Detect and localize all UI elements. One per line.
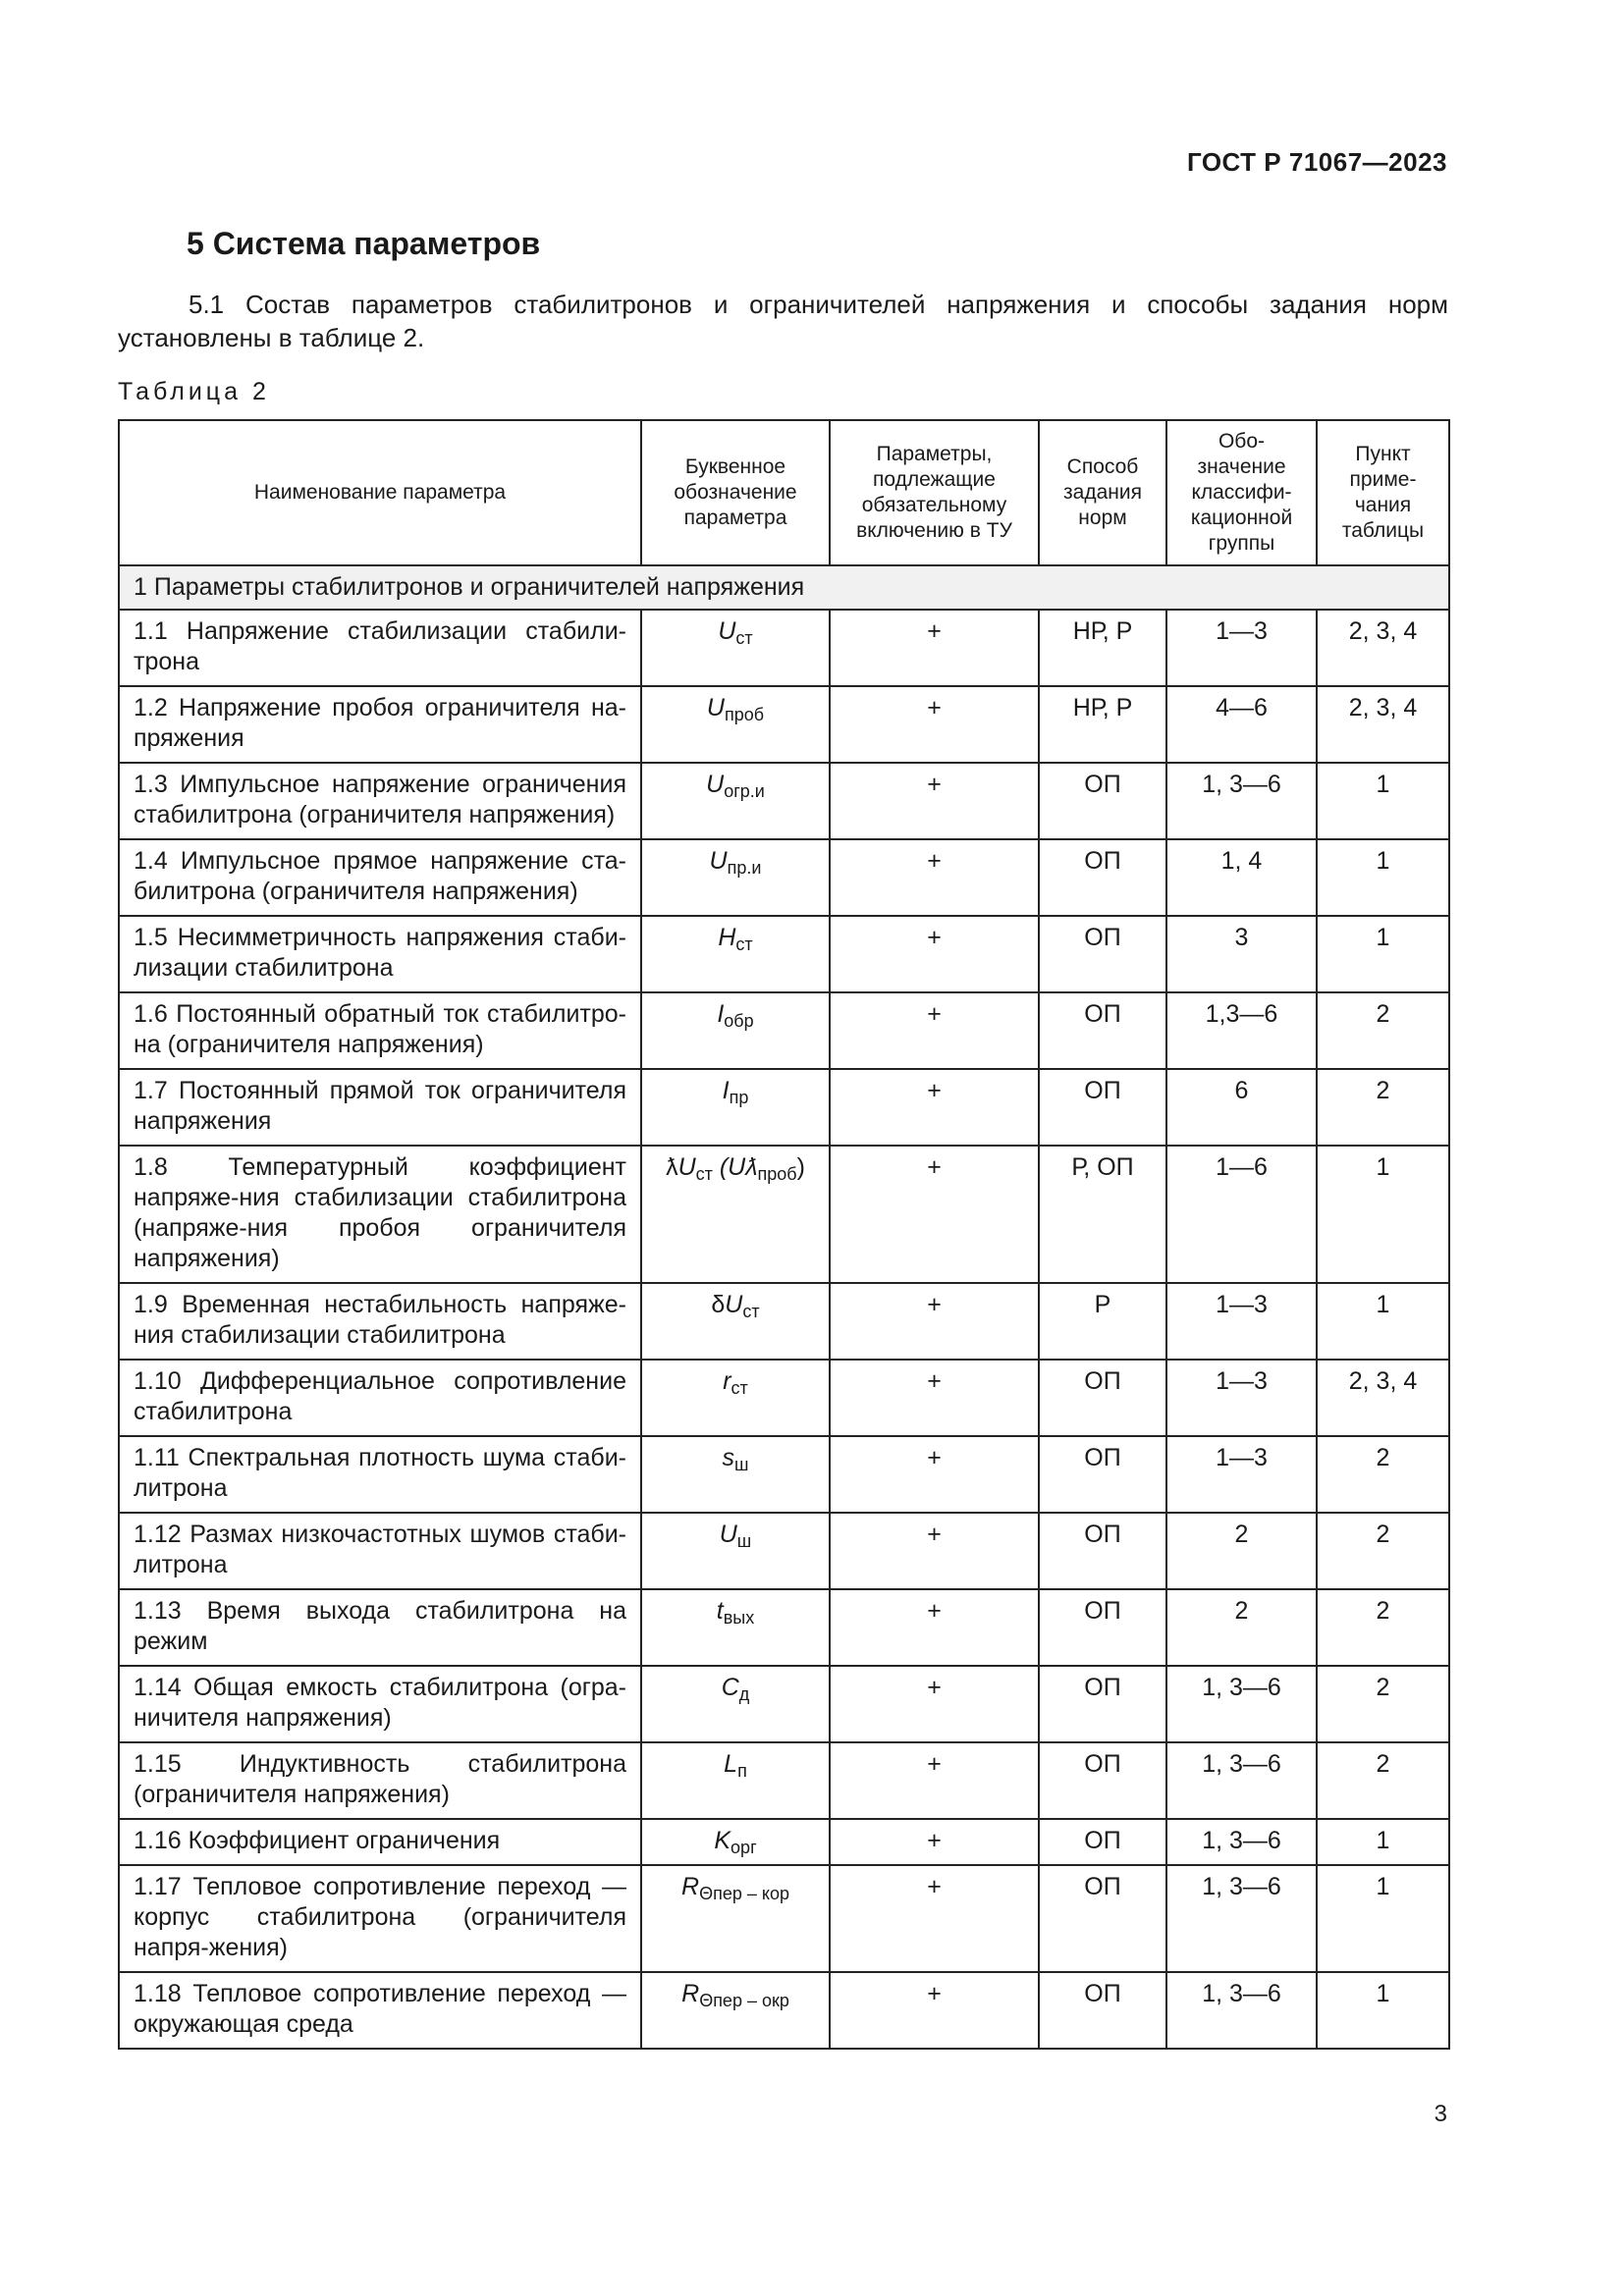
param-symbol (641, 992, 830, 1069)
norm-method: ОП (1039, 1819, 1166, 1865)
required-mark: + (830, 992, 1039, 1069)
param-name: 1.15 Индуктивность стабилитрона (ограничителя напряжения) (119, 1742, 641, 1819)
table-row (119, 1146, 1449, 1283)
note-ref: 2, 3, 4 (1317, 686, 1449, 763)
param-name: 1.13 Время выхода стабилитрона на режим (119, 1589, 641, 1666)
param-symbol (641, 686, 830, 763)
standard-code: ГОСТ Р 71067—2023 (1186, 147, 1447, 177)
param-symbol (641, 1742, 830, 1819)
norm-method: ОП (1039, 1589, 1166, 1666)
symbol-part: t (716, 1597, 724, 1625)
note-ref: 2, 3, 4 (1317, 1360, 1449, 1436)
param-name: 1.1 Напряжение стабилизации стабили-трона (119, 610, 641, 686)
note-ref: 2 (1317, 1436, 1449, 1513)
table-row (119, 1360, 1449, 1436)
table-row (119, 610, 1449, 686)
intro-paragraph: 5.1 Состав параметров стабилитронов и ограничителей напряжения и способы задания норм установлены в таблице 2. (118, 290, 1448, 352)
param-symbol (641, 1972, 830, 2049)
param-name: 1.17 Тепловое сопротивление переход — корпус стабилитрона (ограничителя напря-жения) (119, 1865, 641, 1972)
param-symbol (641, 1360, 830, 1436)
required-mark: + (830, 1069, 1039, 1146)
symbol-subscript: проб (724, 705, 765, 724)
required-mark: + (830, 1972, 1039, 2049)
header-method: Способ задания норм (1039, 420, 1166, 565)
table-row (119, 992, 1449, 1069)
param-name: 1.8 Температурный коэффициент напряже-ния стабилизации стабилитрона (напряже-ния пробоя ограничителя напряжения) (119, 1146, 641, 1283)
norm-method: НР, Р (1039, 686, 1166, 763)
note-ref: 1 (1317, 763, 1449, 839)
required-mark: + (830, 1666, 1039, 1742)
table-row (119, 1819, 1449, 1865)
param-symbol (641, 1666, 830, 1742)
table-row (119, 763, 1449, 839)
required-mark: + (830, 1146, 1039, 1283)
note-ref: 1 (1317, 1819, 1449, 1865)
norm-method: ОП (1039, 1360, 1166, 1436)
symbol-part: U (718, 617, 736, 645)
param-symbol (641, 1589, 830, 1666)
param-symbol (641, 916, 830, 992)
symbol-subscript: орг (731, 1838, 757, 1857)
header-symbol: Буквенное обозначение параметра (641, 420, 830, 565)
symbol-subscript: Θпер – окр (699, 1991, 789, 2010)
symbol-subscript: ст (742, 1302, 760, 1321)
symbol-subscript: п (737, 1761, 747, 1781)
norm-method: ОП (1039, 1513, 1166, 1589)
norm-method: ОП (1039, 1069, 1166, 1146)
symbol-part: U (677, 1153, 696, 1181)
parameters-table (118, 419, 1450, 2050)
norm-method: НР, Р (1039, 610, 1166, 686)
class-group: 1—3 (1166, 1283, 1317, 1360)
symbol-subscript: ш (736, 1531, 752, 1551)
class-group: 1, 3—6 (1166, 1666, 1317, 1742)
table-row (119, 1069, 1449, 1146)
header-required: Параметры, подлежащие обязательному включению в ТУ (830, 420, 1039, 565)
class-group: 1, 3—6 (1166, 1972, 1317, 2049)
required-mark: + (830, 1589, 1039, 1666)
required-mark: + (830, 1513, 1039, 1589)
norm-method: ОП (1039, 1742, 1166, 1819)
note-ref: 2 (1317, 1069, 1449, 1146)
symbol-subscript: ш (734, 1455, 749, 1474)
symbol-subscript: вых (723, 1608, 755, 1628)
note-ref: 1 (1317, 916, 1449, 992)
param-symbol (641, 1513, 830, 1589)
param-name: 1.10 Дифференциальное сопротивление стабилитрона (119, 1360, 641, 1436)
class-group: 3 (1166, 916, 1317, 992)
class-group: 2 (1166, 1513, 1317, 1589)
table-row (119, 839, 1449, 916)
param-name: 1.14 Общая емкость стабилитрона (огра-ничителя напряжения) (119, 1666, 641, 1742)
symbol-part: L (724, 1750, 738, 1778)
class-group: 6 (1166, 1069, 1317, 1146)
header-group: Обо- значение классифи- кационной группы (1166, 420, 1317, 565)
param-symbol (641, 1819, 830, 1865)
required-mark: + (830, 1865, 1039, 1972)
symbol-part: ƛ (666, 1153, 678, 1181)
symbol-part: U (719, 1521, 737, 1548)
param-symbol (641, 1436, 830, 1513)
required-mark: + (830, 839, 1039, 916)
table-row (119, 1742, 1449, 1819)
table-row (119, 1513, 1449, 1589)
note-ref: 2 (1317, 1589, 1449, 1666)
norm-method: ОП (1039, 916, 1166, 992)
param-symbol (641, 610, 830, 686)
norm-method: Р (1039, 1283, 1166, 1360)
class-group: 2 (1166, 1589, 1317, 1666)
class-group: 1—3 (1166, 1436, 1317, 1513)
symbol-part: H (718, 924, 736, 951)
note-ref: 1 (1317, 839, 1449, 916)
table-row (119, 1666, 1449, 1742)
symbol-part: U (706, 694, 725, 721)
symbol-subscript: Θпер – кор (699, 1884, 789, 1903)
required-mark: + (830, 1360, 1039, 1436)
param-symbol (641, 839, 830, 916)
norm-method: ОП (1039, 763, 1166, 839)
symbol-part: U (706, 771, 725, 798)
symbol-subscript: ст (735, 934, 753, 954)
table-label: Таблица 2 (118, 378, 270, 405)
group-title: 1 Параметры стабилитронов и ограничителей напряжения (119, 565, 1449, 610)
class-group: 1, 3—6 (1166, 1742, 1317, 1819)
header-note: Пункт приме- чания таблицы (1317, 420, 1449, 565)
required-mark: + (830, 1436, 1039, 1513)
class-group: 1—6 (1166, 1146, 1317, 1283)
required-mark: + (830, 1819, 1039, 1865)
param-name: 1.5 Несимметричность напряжения стаби-лизации стабилитрона (119, 916, 641, 992)
class-group: 1, 3—6 (1166, 1819, 1317, 1865)
note-ref: 2 (1317, 1742, 1449, 1819)
symbol-subscript: пр.и (727, 858, 762, 878)
symbol-part: U (725, 1291, 743, 1318)
header-name: Наименование параметра (119, 420, 641, 565)
param-name: 1.4 Импульсное прямое напряжение ста-билитрона (ограничителя напряжения) (119, 839, 641, 916)
table-row (119, 1972, 1449, 2049)
note-ref: 1 (1317, 1972, 1449, 2049)
table-row (119, 686, 1449, 763)
param-symbol (641, 1069, 830, 1146)
note-ref: 1 (1317, 1865, 1449, 1972)
symbol-subscript: проб (757, 1164, 797, 1184)
class-group: 1, 3—6 (1166, 763, 1317, 839)
symbol-subscript: обр (724, 1011, 754, 1031)
symbol-part: r (723, 1367, 731, 1395)
note-ref: 1 (1317, 1146, 1449, 1283)
class-group: 1—3 (1166, 1360, 1317, 1436)
symbol-part: s (722, 1444, 735, 1471)
required-mark: + (830, 763, 1039, 839)
param-name: 1.18 Тепловое сопротивление переход — окружающая среда (119, 1972, 641, 2049)
symbol-subscript: ст (695, 1164, 713, 1184)
param-name: 1.3 Импульсное напряжение ограничения стабилитрона (ограничителя напряжения) (119, 763, 641, 839)
class-group: 4—6 (1166, 686, 1317, 763)
symbol-subscript: пр (729, 1088, 749, 1107)
class-group: 1,3—6 (1166, 992, 1317, 1069)
symbol-subscript: ст (735, 628, 753, 648)
group-row (119, 565, 1449, 610)
param-name: 1.12 Размах низкочастотных шумов стаби-литрона (119, 1513, 641, 1589)
table-header-row (119, 420, 1449, 565)
param-symbol (641, 1283, 830, 1360)
note-ref: 2 (1317, 1666, 1449, 1742)
symbol-part: ) (796, 1153, 805, 1181)
param-name: 1.7 Постоянный прямой ток ограничителя напряжения (119, 1069, 641, 1146)
param-name: 1.6 Постоянный обратный ток стабилитро-на (ограничителя напряжения) (119, 992, 641, 1069)
symbol-part: δ (711, 1291, 726, 1318)
param-name: 1.11 Спектральная плотность шума стаби-литрона (119, 1436, 641, 1513)
symbol-subscript: ст (731, 1378, 748, 1398)
param-symbol (641, 763, 830, 839)
symbol-part: K (714, 1827, 731, 1854)
required-mark: + (830, 1283, 1039, 1360)
section-title: 5 Система параметров (187, 226, 541, 261)
required-mark: + (830, 916, 1039, 992)
param-symbol (641, 1865, 830, 1972)
required-mark: + (830, 1742, 1039, 1819)
class-group: 1, 4 (1166, 839, 1317, 916)
param-symbol (641, 1146, 830, 1283)
norm-method: ОП (1039, 1865, 1166, 1972)
class-group: 1, 3—6 (1166, 1865, 1317, 1972)
norm-method: ОП (1039, 1436, 1166, 1513)
table-row (119, 916, 1449, 992)
table-row (119, 1436, 1449, 1513)
symbol-part: I (722, 1077, 730, 1104)
table-row (119, 1865, 1449, 1972)
required-mark: + (830, 686, 1039, 763)
note-ref: 2, 3, 4 (1317, 610, 1449, 686)
norm-method: ОП (1039, 992, 1166, 1069)
symbol-part: U (709, 847, 728, 875)
norm-method: Р, ОП (1039, 1146, 1166, 1283)
table-row (119, 1589, 1449, 1666)
class-group: 1—3 (1166, 610, 1317, 686)
param-name: 1.9 Временная нестабильность напряже-ния стабилизации стабилитрона (119, 1283, 641, 1360)
symbol-part: R (681, 1873, 700, 1900)
note-ref: 2 (1317, 992, 1449, 1069)
symbol-subscript: огр.и (724, 781, 765, 801)
symbol-part: R (681, 1980, 700, 2007)
norm-method: ОП (1039, 839, 1166, 916)
param-name: 1.16 Коэффициент ограничения (119, 1819, 641, 1865)
symbol-part: I (717, 1000, 725, 1028)
page-number: 3 (1434, 2101, 1447, 2127)
note-ref: 1 (1317, 1283, 1449, 1360)
param-name: 1.2 Напряжение пробоя ограничителя на-пряжения (119, 686, 641, 763)
symbol-part: C (721, 1674, 739, 1701)
note-ref: 2 (1317, 1513, 1449, 1589)
table-row (119, 1283, 1449, 1360)
norm-method: ОП (1039, 1972, 1166, 2049)
symbol-part: (Uƛ (712, 1153, 758, 1181)
symbol-subscript: д (738, 1684, 750, 1704)
required-mark: + (830, 610, 1039, 686)
norm-method: ОП (1039, 1666, 1166, 1742)
